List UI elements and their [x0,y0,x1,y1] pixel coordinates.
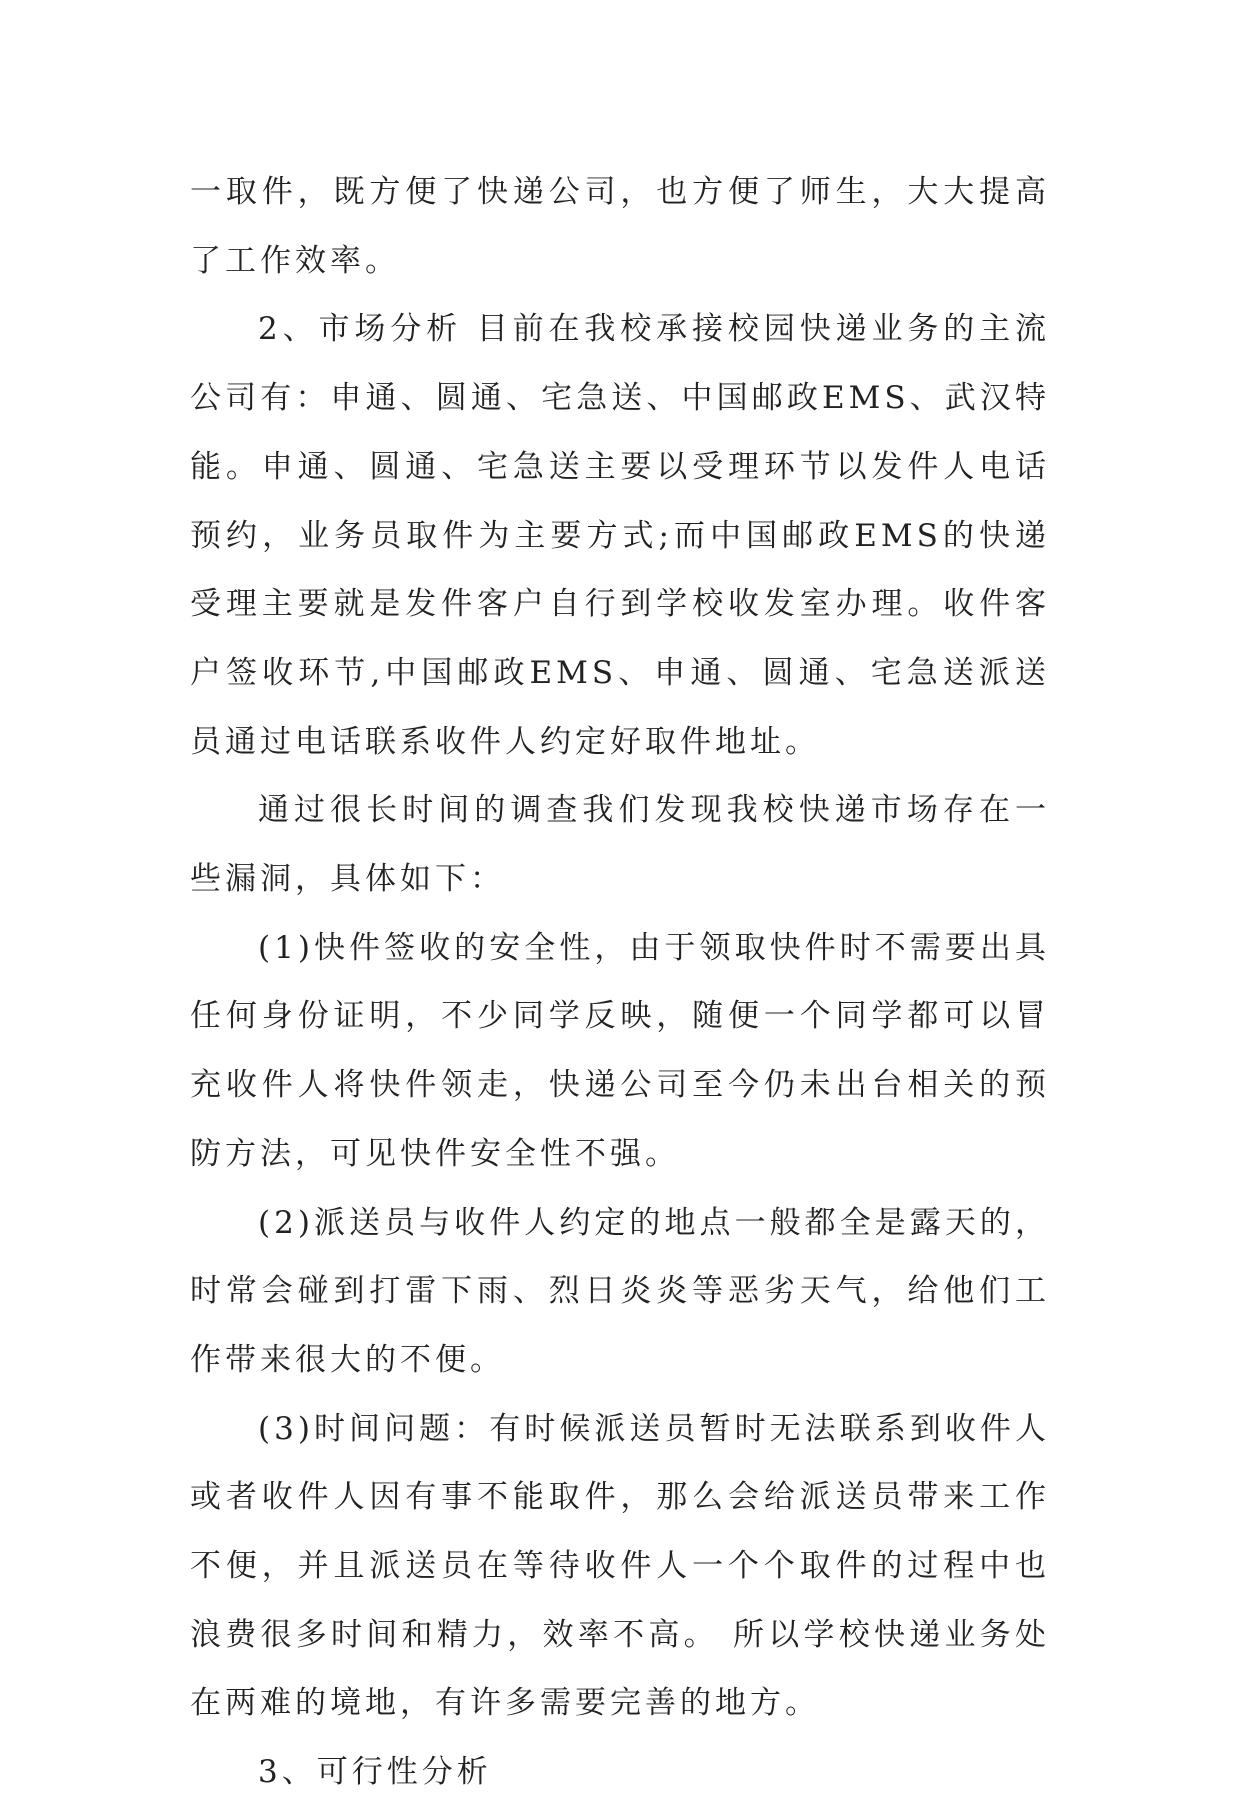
paragraph-survey: 通过很长时间的调查我们发现我校快递市场存在一些漏洞，具体如下： [190,792,1050,898]
paragraph-issue-1: (1)快件签收的安全性，由于领取快件时不需要出具任何身份证明，不少同学反映，随便一个同学都可以冒充收件人将快件领走，快递公司至今仍未出台相关的预防方法，可见快件安全性不强。 [190,929,1050,1172]
paragraph-feasibility-heading: 3、可行性分析 [258,1754,492,1791]
paragraph-continuation: 一取件，既方便了快递公司，也方便了师生，大大提高了工作效率。 [190,174,1050,279]
document-body [190,158,1050,1807]
paragraph-market-analysis: 2、市场分析 目前在我校承接校园快递业务的主流公司有：申通、圆通、宅急送、中国邮政EMS、武汉特能。申通、圆通、宅急送主要以受理环节以发件人电话预约，业务员取件为主要方式;而中国邮政EMS的快递受理主要就是发件客户自行到学校收发室办理。收件客户签收环节,中国邮政EMS、申通、圆通、宅急送派送员通过电话联系收件人约定好取件地址。 [190,311,1050,760]
paragraph-issue-3: (3)时间问题：有时候派送员暂时无法联系到收件人或者收件人因有事不能取件，那么会给派送员带来工作不便，并且派送员在等待收件人一个个取件的过程中也浪费很多时间和精力，效率不高。 所以学校快递业务处在两难的境地，有许多需要完善的地方。 [190,1410,1050,1722]
paragraph-issue-2: (2)派送员与收件人约定的地点一般都全是露天的，时常会碰到打雷下雨、烈日炎炎等恶劣天气，给他们工作带来很大的不便。 [190,1204,1050,1378]
